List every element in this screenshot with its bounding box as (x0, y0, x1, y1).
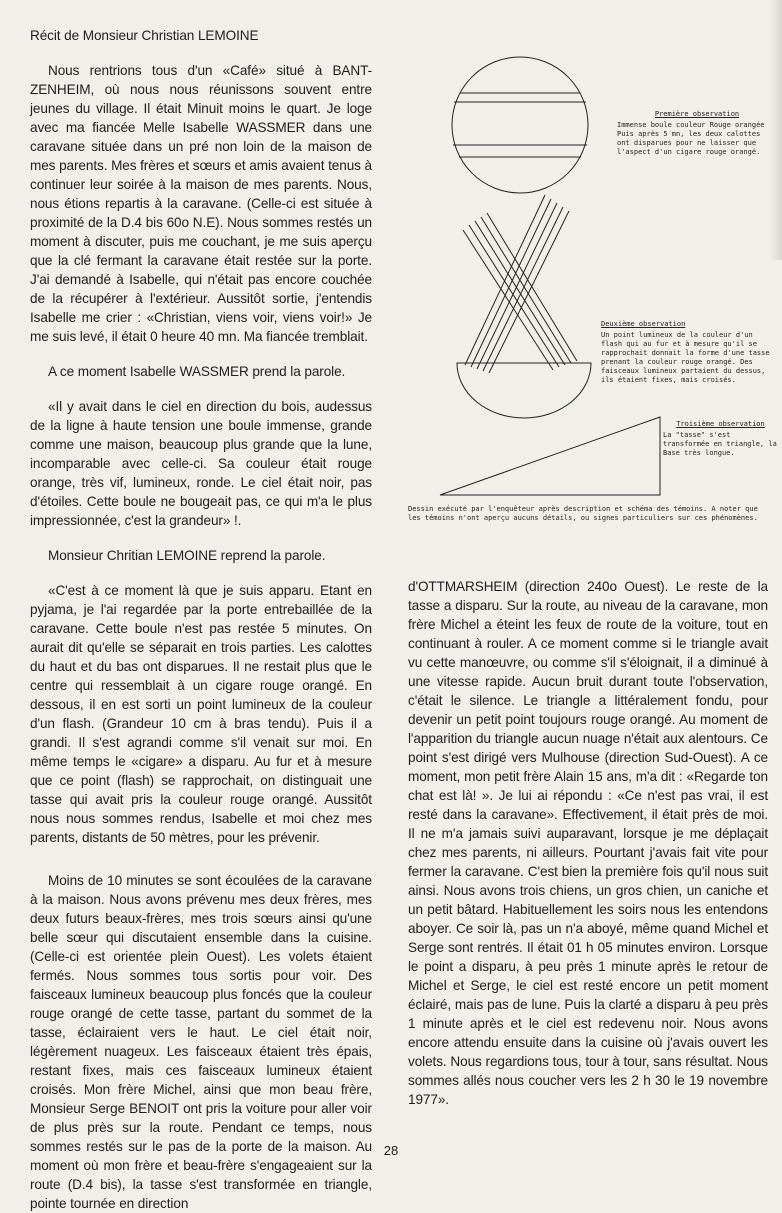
third-observation-caption (663, 420, 778, 458)
triangle-drawing (440, 417, 660, 495)
drawing-note: Dessin exécuté par l'enquêteur après description et schéma des témoins. A noter que les témoins n'ont aperçu aucuns détails, ou signes particuliers sur ces phénomènes. (408, 505, 758, 522)
paragraph: «C'est à ce moment là que je suis apparu. Etant en pyjama, je l'ai regardée par la porte entrebaillée de la caravane. Cette boule n'est pas restée 5 minutes. On aurait dit qu'elle se séparait en trois parties. Les calottes du haut et du bas ont disparues. Il ne restait plus que le centre qui ressemblait à un cigare rouge orangé. En dessous, il en est sorti un point lumineux de la couleur d'un flash. (Grandeur 10 cm à bras tendu). Puis il a grandi. Il s'est agrandi comme s'il venait sur moi. En même temps le «cigare» a disparu. Au fur et à mesure que ce point (flash) se rapprochait, on distinguait une tasse qui avait pris la couleur rouge orangé. Aussitôt nous nous sommes rendus, Isabelle et moi chez mes parents, distants de 50 mètres, pour les prévenir. (30, 583, 372, 845)
first-observation-caption (617, 110, 777, 157)
paragraph: Nous rentrions tous d'un «Café» situé à BANT-ZENHEIM, où nous nous réunissons souvent entre jeunes du village. Il était Minuit moins le quart. Je loge avec ma fiancée Melle Isabelle WASSMER dans une caravane située dans un pré non loin de la maison de mes parents. Mes frères et sœurs et amis avaient tenus à continuer leur soirée à la maison de mes parents. Nous, nous étions repartis à la caravane. (Celle-ci est située à proximité de la D.4 bis 60o N.E). Nous sommes restés un moment à discuter, puis me couchant, je me suis aperçu que la clé fermant la caravane était restée sur la porte. J'ai demandé à Isabelle, qui n'était pas encore couchée de la récupérer à l'extérieur. Aussitôt sortie, j'entendis Isabelle me crier : «Christian, viens voir, viens voir!» Je me suis levé, il était 0 heure 40 mn. Ma fiancée tremblait. (30, 63, 372, 344)
paragraph: «Il y avait dans le ciel en direction du bois, audessus de la ligne à haute tension une boule immense, grande comme une maison, beaucoup plus grande que la lune, incomparable avec celle-ci. Sa couleur était rouge orange, très vif, lumineux, ronde. Le ciel était noir, pas d'étoiles. Cette boule ne bougeait pas, ce qui m'a le plus impressionnée, c'est la grandeur» !. (30, 399, 372, 528)
narrative-title: Récit de Monsieur Christian LEMOINE (30, 28, 259, 43)
observation-figure (395, 55, 780, 540)
paragraph: A ce moment Isabelle WASSMER prend la parole. (48, 364, 346, 379)
paragraph: Monsieur Chritian LEMOINE reprend la parole. (48, 548, 326, 563)
second-observation-title: Deuxième observation (601, 320, 686, 328)
third-observation-text: La "tasse" s'est transformée en triangle, la Base très longue. (663, 431, 777, 457)
paragraph: d'OTTMARSHEIM (direction 240o Ouest). Le reste de la tasse a disparu. Sur la route, au niveau de la caravane, mon frère Michel a éteint les feux de route de la voiture, tout en continuant à rouler. A ce moment comme si le triangle avait vu cette manœuvre, ou comme s'il s'éloignait, il a diminué à une vitesse rapide. Aucun bruit durant toute l'observation, c'était le silence. Le triangle a littéralement fondu, pour devenir un petit point toujours rouge orangé. Au moment de l'apparition du triangle aucun nuage n'était aux alentours. Ce point s'est dirigé vers Mulhouse (direction Sud-Ouest). A ce moment, mon petit frère Alain 15 ans, m'a dit : «Regarde ton chat est là! ». Je lui ai répondu : «Ce n'est pas vrai, il est resté dans la caravane». Effectivement, il était près de moi. Il ne m'a jamais suivi auparavant, lorsque je me déplaçait chez mes parents, ni ailleurs. Pourtant j'avais fait vite pour fermer la caravane. C'est bien la première fois qu'il nous suit ainsi. Nous avons trois chiens, un gros chien, un caniche et un petit bâtard. Habituellement les soirs nous les entendons aboyer. Ce soir là, pas un n'a aboyé, même quand Michel et Serge sont rentrés. Il était 01 h 05 minutes environ. Lorsque le point a disparu, à peu près 1 minute après le retour de Michel et Serge, le ciel est resté encore un petit moment éclairé, mais pas de lune. Puis la clarté a disparu à peu près 1 minute après et le ciel est redevenu noir. Nous avons encore attendu ensuite dans la cuisine où j'avais ouvert les volets. Nous regardions tous, tour à tour, sans résultat. Nous sommes allés nous coucher vers les 2 h 30 le 19 novembre 1977». (408, 579, 768, 1107)
cup-and-beams-drawing (457, 195, 591, 418)
second-observation-caption (601, 320, 777, 385)
paragraph: Moins de 10 minutes se sont écoulées de la caravane à la maison. Nous avons prévenu mes deux frères, mes deux futurs beaux-frères, mes trois sœurs ainsi qu'une belle sœur qui discutaient ensemble dans la cuisine. (Celle-ci est orientée plein Ouest). Les volets étaient fermés. Nous sommes tous sortis pour voir. Des faisceaux lumineux beaucoup plus foncés que la couleur rouge orangé de cette tasse, partant du sommet de la tasse, éclairaient vers le haut. Le ciel était noir, légèrement nuageux. Les faisceaux étaient très épais, restant fixes, mais ces faisceaux lumineux étaient croisés. Mon frère Michel, ainsi que mon beau frère, Monsieur Serge BENOIT ont pris la voiture pour aller voir de plus près sur la route. Pendant ce temps, nous sommes restés sur le pas de la porte de la maison. Au moment où mon frère et beau-frère s'engageaient sur la route (D.4 bis), la tasse s'est transformée en triangle, pointe tournée en direction (30, 873, 372, 1211)
second-observation-text: Un point lumineux de la couleur d'un flash qui au fur et à mesure qu'il se rapprochait donnait la forme d'une tasse prenant la couleur rouge orangé. Des faisceaux lumineux partaient du dessus, ils étaient fixes, mais croisés. (601, 331, 770, 384)
third-observation-title: Troisième observation (676, 420, 765, 428)
first-observation-title: Première observation (654, 110, 740, 118)
sphere-drawing (452, 57, 588, 193)
right-column (408, 577, 768, 1109)
page-number: 28 (383, 1143, 399, 1158)
first-observation-text: Immense boule couleur Rouge orangée Puis après 5 mn, les deux calottes ont disparues pour ne laisser que l'aspect d'un cigare rouge orangé. (617, 121, 765, 156)
left-column (30, 26, 372, 1213)
